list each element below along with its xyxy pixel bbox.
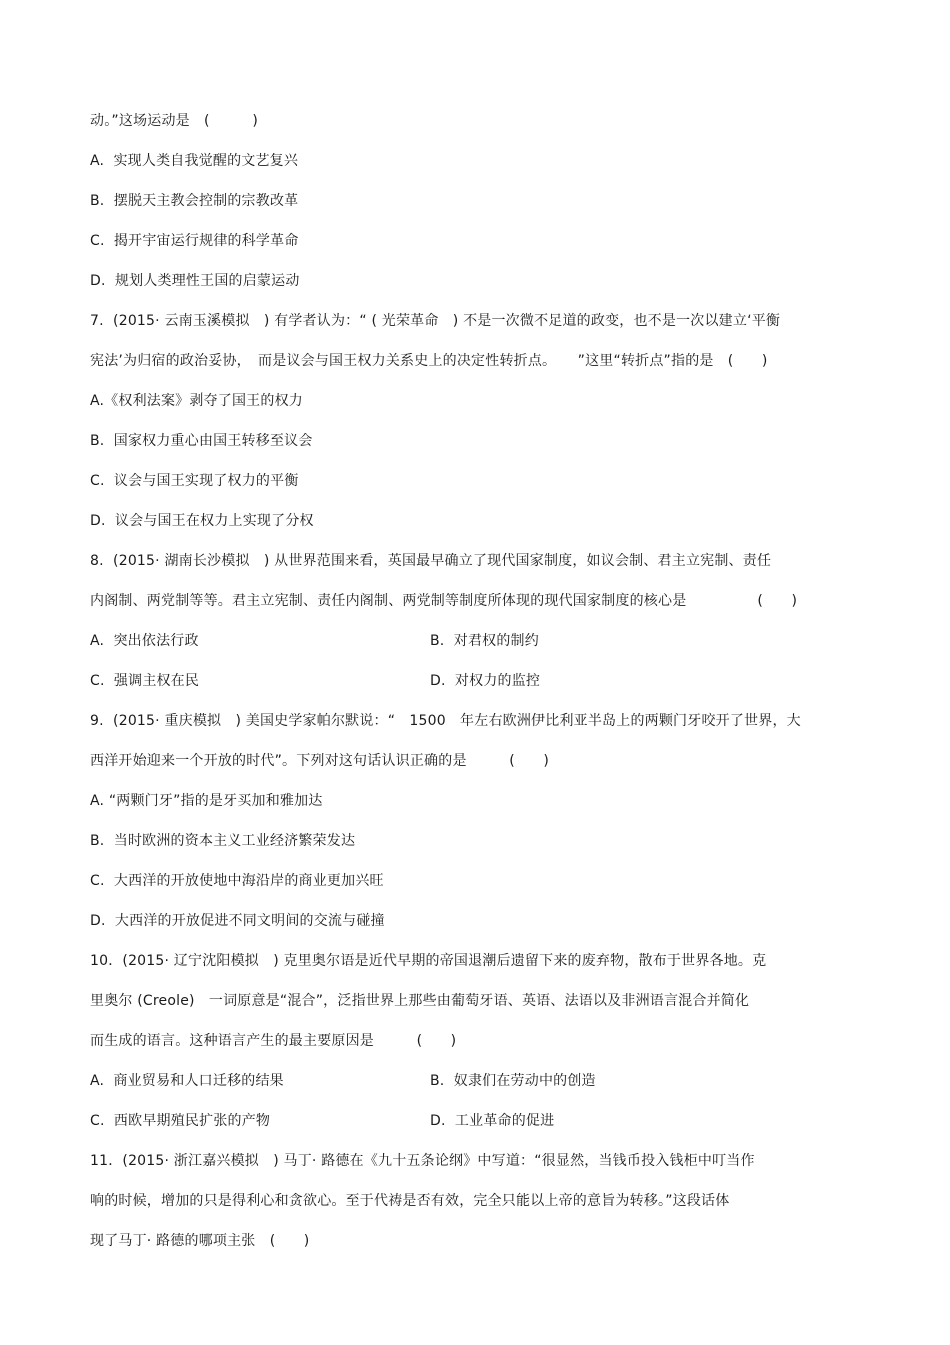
q7-stem-line-2: 宪法’为归宿的政治妥协， 而是议会与国王权力关系史上的决定性转折点。 ”这里“转折点”指的是 ( ) bbox=[90, 353, 768, 369]
q10-option-c: C. 西欧早期殖民扩张的产物 bbox=[90, 1113, 271, 1129]
q11-stem-line-2: 响的时候，增加的只是得利心和贪欲心。至于代祷是否有效，完全只能以上帝的意旨为转移。”这段话体 bbox=[90, 1193, 730, 1209]
q9-stem-line-2: 西洋开始迎来一个开放的时代”。下列对这句话认识正确的是 ( ) bbox=[90, 753, 549, 769]
q10-stem-line-3: 而生成的语言。这种语言产生的最主要原因是 ( ) bbox=[90, 1033, 457, 1049]
q9-option-d: D. 大西洋的开放促进不同文明间的交流与碰撞 bbox=[90, 913, 385, 929]
q9-option-c: C. 大西洋的开放使地中海沿岸的商业更加兴旺 bbox=[90, 873, 384, 889]
q8-stem-line-2: 内阁制、两党制等等。君主立宪制、责任内阁制、两党制等制度所体现的现代国家制度的核心是 ( ) bbox=[90, 593, 798, 609]
q9-option-a: A. “两颗门牙”指的是牙买加和雅加达 bbox=[90, 793, 323, 809]
q9-stem-line-1: 9. (2015· 重庆模拟 ) 美国史学家帕尔默说：“ 1500 年左右欧洲伊比利亚半岛上的两颗门牙咬开了世界，大 bbox=[90, 713, 801, 729]
q10-option-b: B. 奴隶们在劳动中的创造 bbox=[430, 1073, 596, 1089]
q6-option-b: B. 摆脱天主教会控制的宗教改革 bbox=[90, 193, 299, 209]
q10-stem-line-2: 里奥尔 (Creole) 一词原意是“混合”，泛指世界上那些由葡萄牙语、英语、法语以及非洲语言混合并简化 bbox=[90, 993, 750, 1009]
q10-option-a: A. 商业贸易和人口迁移的结果 bbox=[90, 1073, 284, 1089]
q6-stem-tail: 动。”这场运动是 ( ) bbox=[90, 113, 258, 129]
q11-stem-line-1: 11．(2015· 浙江嘉兴模拟 ) 马丁· 路德在《九十五条论纲》中写道：“很显然，当钱币投入钱柜中叮当作 bbox=[90, 1153, 755, 1169]
q7-option-c: C. 议会与国王实现了权力的平衡 bbox=[90, 473, 299, 489]
q7-stem-line-1: 7. (2015· 云南玉溪模拟 ) 有学者认为：“ ( 光荣革命 ) 不是一次微不足道的政变，也不是一次以建立‘平衡 bbox=[90, 313, 781, 329]
q6-option-c: C. 揭开宇宙运行规律的科学革命 bbox=[90, 233, 299, 249]
q6-option-d: D. 规划人类理性王国的启蒙运动 bbox=[90, 273, 300, 289]
q6-option-a: A. 实现人类自我觉醒的文艺复兴 bbox=[90, 153, 299, 169]
q8-option-b: B. 对君权的制约 bbox=[430, 633, 539, 649]
q8-option-a: A. 突出依法行政 bbox=[90, 633, 199, 649]
q9-option-b: B. 当时欧洲的资本主义工业经济繁荣发达 bbox=[90, 833, 356, 849]
q11-stem-line-3: 现了马丁· 路德的哪项主张 ( ) bbox=[90, 1233, 310, 1249]
q10-stem-line-1: 10．(2015· 辽宁沈阳模拟 ) 克里奥尔语是近代早期的帝国退潮后遗留下来的废弃物，散布于世界各地。克 bbox=[90, 953, 767, 969]
q8-option-c: C. 强调主权在民 bbox=[90, 673, 200, 689]
q8-stem-line-1: 8. (2015· 湖南长沙模拟 ) 从世界范围来看，英国最早确立了现代国家制度，如议会制、君主立宪制、责任 bbox=[90, 553, 772, 569]
q7-option-a: A.《权利法案》剥夺了国王的权力 bbox=[90, 393, 303, 409]
q7-option-d: D. 议会与国王在权力上实现了分权 bbox=[90, 513, 314, 529]
q8-option-d: D. 对权力的监控 bbox=[430, 673, 541, 689]
q10-option-d: D. 工业革命的促进 bbox=[430, 1113, 555, 1129]
q7-option-b: B. 国家权力重心由国王转移至议会 bbox=[90, 433, 313, 449]
